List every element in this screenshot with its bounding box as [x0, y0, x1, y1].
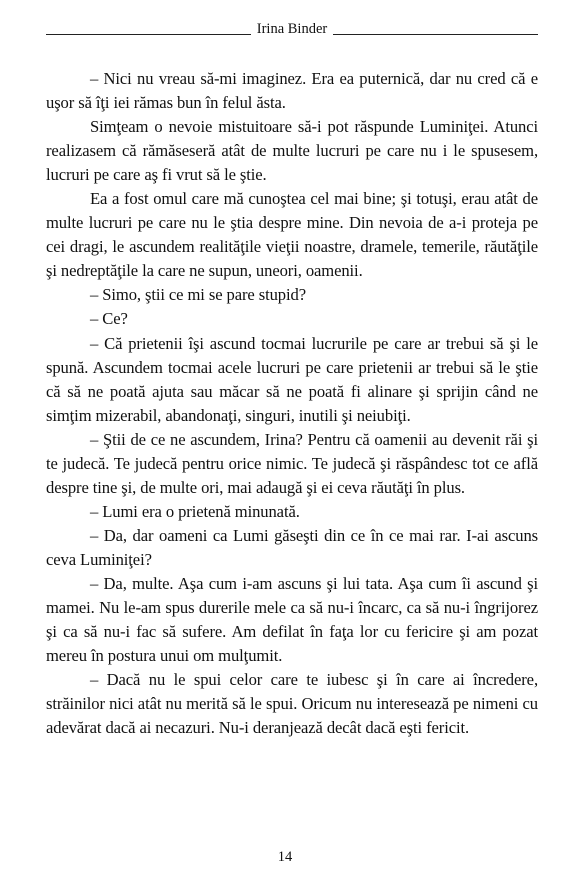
header-author: Irina Binder: [256, 21, 328, 37]
paragraph: – Nici nu vreau să-mi imaginez. Era ea puternică, dar nu cred că e uşor să îţi iei rămas bun în felul ăsta.: [46, 69, 538, 113]
paragraph: – Dacă nu le spui celor care te iubesc şi în care ai încredere, străinilor nici atât nu merită să le spui. Oricum nu interesează pe nimeni cu adevărat dacă ai necazuri. Nu-i deranjează decât dacă eşti fericit.: [46, 670, 538, 738]
paragraph: – Simo, ştii ce mi se pare stupid?: [90, 285, 306, 305]
paragraph: Ea a fost omul care mă cunoştea cel mai bine; şi totuşi, erau atât de multe lucruri pe care nu le ştia despre mine. Din nevoia de a-i proteja pe cei dragi, le ascundem realităţile vieţii noastre, dramele, temerile, răutăţile şi nedreptăţile la care ne supun, uneori, oamenii.: [46, 189, 538, 281]
body-text: [46, 67, 538, 740]
running-header: [46, 20, 538, 38]
paragraph: – Că prietenii îşi ascund tocmai lucrurile pe care ar trebui să şi le spună. Ascundem tocmai acele lucruri pe care prietenii ar trebui să le ştie că să ne poată ajuta sau măcar să ne poată fi alinare şi sprijin când ne simţim mizerabil, abandonaţi, singuri, inutili şi neiubiţi.: [46, 333, 538, 425]
header-rule-left: [46, 34, 251, 35]
paragraph: – Ştii de ce ne ascundem, Irina? Pentru că oamenii au devenit răi şi te judecă. Te judecă pentru orice nimic. Te judecă şi răspândesc tot ce află despre tine şi, de multe ori, mai adaugă şi ei ceva răutăţi în plus.: [46, 429, 538, 497]
paragraph: – Ce?: [90, 309, 128, 329]
paragraph: – Da, multe. Aşa cum i-am ascuns şi lui tata. Aşa cum îi ascund şi mamei. Nu le-am spus durerile mele ca să nu-i încarc, ca să nu-i îngrijorez şi ca să nu-i fac să sufere. Am defilat în faţa lor cu fericire şi am pozat mereu în postura unui om mulţumit.: [46, 573, 538, 666]
page-number: 14: [277, 849, 293, 865]
header-rule-right: [333, 34, 538, 35]
paragraph: – Lumi era o prietenă minunată.: [90, 501, 300, 521]
paragraph: Simţeam o nevoie mistuitoare să-i pot răspunde Luminiţei. Atunci realizasem că rămăseseră atât de multe lucruri pe care nu i le spusesem, lucruri pe care aş fi vrut să le ştie.: [46, 117, 538, 185]
paragraph: – Da, dar oameni ca Lumi găseşti din ce în ce mai rar. I-ai ascuns ceva Luminiţei?: [46, 525, 538, 569]
